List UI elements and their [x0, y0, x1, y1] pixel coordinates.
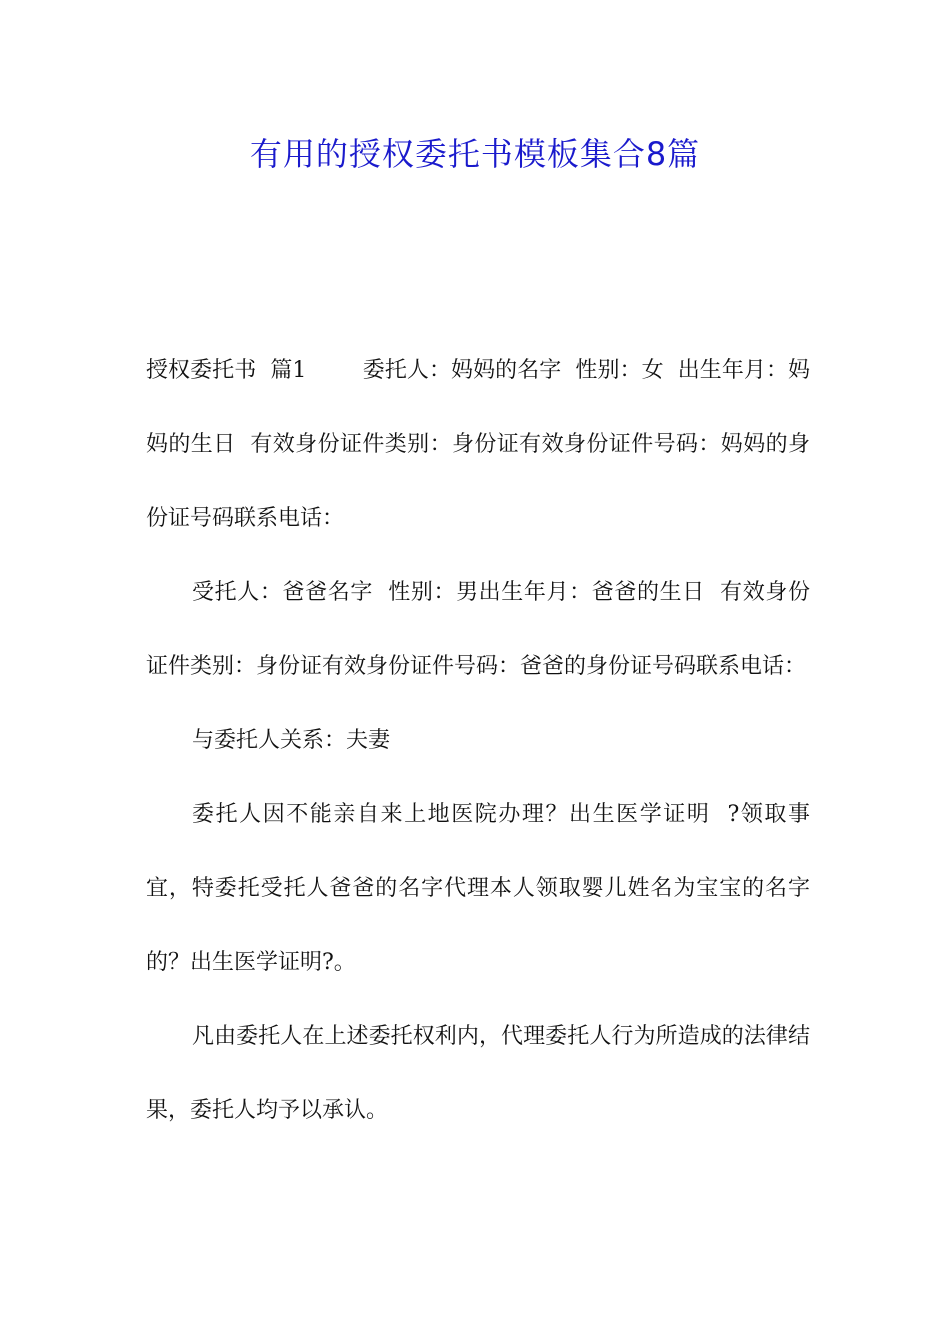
paragraph-legal-consequence: 凡由委托人在上述委托权利内，代理委托人行为所造成的法律结果，委托人均予以承认。	[146, 1024, 810, 1123]
paragraph-principal-info: 授权委托书 篇1 委托人：妈妈的名字 性别：女 出生年月：妈妈的生日 有效身份证件类别：身份证有效身份证件号码：妈妈的身份证号码联系电话：	[146, 358, 810, 531]
paragraph-relationship: 与委托人关系：夫妻	[192, 728, 391, 753]
paragraph-agent-info: 受托人：爸爸名字 性别：男出生年月：爸爸的生日 有效身份证件类别：身份证有效身份证件号码：爸爸的身份证号码联系电话：	[146, 580, 810, 679]
document-title: 有用的授权委托书模板集合8篇	[249, 135, 701, 173]
document-body	[146, 334, 810, 1148]
paragraph-entrustment-matter: 委托人因不能亲自来上地医院办理？出生医学证明 ?领取事宜，特委托受托人爸爸的名字代理本人领取婴儿姓名为宝宝的名字的？出生医学证明?。	[146, 802, 810, 975]
